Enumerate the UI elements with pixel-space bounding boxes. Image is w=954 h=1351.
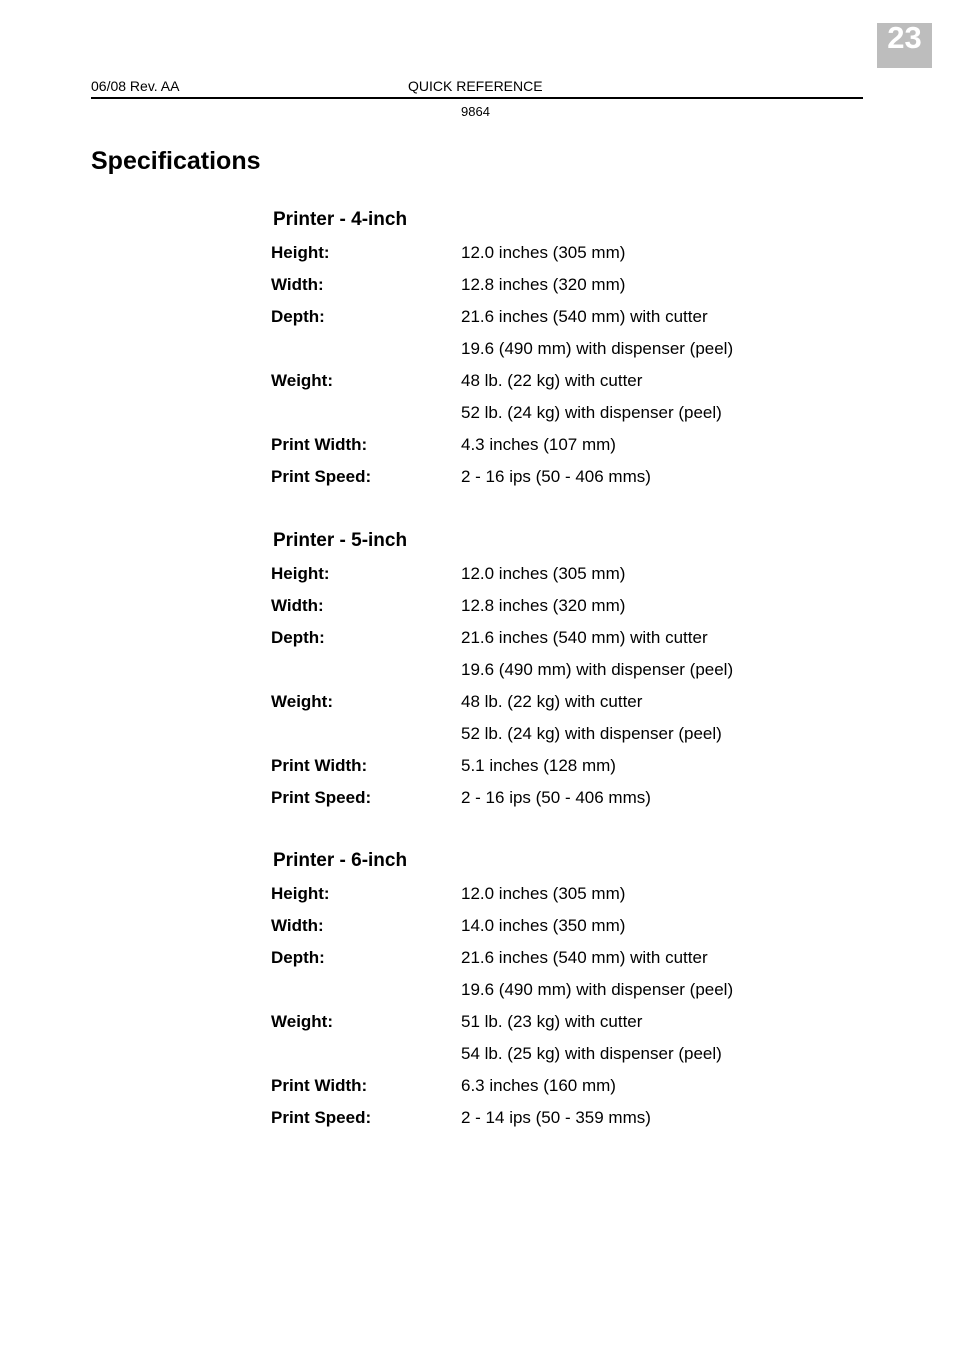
spec-row <box>271 916 831 948</box>
spec-value: 52 lb. (24 kg) with dispenser (peel) <box>461 724 722 743</box>
spec-label: Width: <box>271 916 324 935</box>
spec-value: 21.6 inches (540 mm) with cutter <box>461 628 708 647</box>
spec-value: 4.3 inches (107 mm) <box>461 435 616 454</box>
spec-value: 52 lb. (24 kg) with dispenser (peel) <box>461 403 722 422</box>
spec-label: Print Width: <box>271 1076 368 1095</box>
spec-row <box>271 243 831 275</box>
spec-label <box>271 724 461 756</box>
spec-label: Print Width: <box>271 435 368 454</box>
spec-row <box>271 756 831 788</box>
spec-value: 48 lb. (22 kg) with cutter <box>461 371 643 390</box>
spec-row <box>271 660 831 692</box>
spec-section-6-inch <box>271 850 831 1141</box>
section-heading: Printer - 6-inch <box>273 850 408 871</box>
spec-value: 2 - 14 ips (50 - 359 mms) <box>461 1108 651 1127</box>
spec-label: Weight: <box>271 692 334 711</box>
spec-value: 14.0 inches (350 mm) <box>461 916 626 935</box>
spec-label: Print Speed: <box>271 1108 372 1127</box>
spec-row <box>271 1076 831 1108</box>
spec-label <box>271 660 461 692</box>
spec-label: Depth: <box>271 948 325 967</box>
spec-row <box>271 371 831 403</box>
spec-value: 5.1 inches (128 mm) <box>461 756 616 775</box>
spec-value: 51 lb. (23 kg) with cutter <box>461 1012 643 1031</box>
spec-section-4-inch <box>271 209 831 500</box>
spec-value: 12.8 inches (320 mm) <box>461 596 626 615</box>
spec-label: Weight: <box>271 1012 334 1031</box>
spec-value: 19.6 (490 mm) with dispenser (peel) <box>461 660 734 679</box>
spec-value: 54 lb. (25 kg) with dispenser (peel) <box>461 1044 722 1063</box>
header-rule <box>91 97 863 99</box>
spec-label <box>271 980 461 1012</box>
spec-row <box>271 1044 831 1076</box>
spec-label <box>271 339 461 371</box>
spec-row <box>271 275 831 307</box>
spec-label: Height: <box>271 884 330 903</box>
spec-row <box>271 403 831 435</box>
spec-value: 2 - 16 ips (50 - 406 mms) <box>461 788 651 807</box>
spec-value: 19.6 (490 mm) with dispenser (peel) <box>461 980 734 999</box>
spec-label: Print Width: <box>271 756 368 775</box>
spec-label: Width: <box>271 596 324 615</box>
spec-label: Print Speed: <box>271 788 372 807</box>
header-revision: 06/08 Rev. AA <box>91 78 180 94</box>
spec-row <box>271 692 831 724</box>
spec-value: 6.3 inches (160 mm) <box>461 1076 616 1095</box>
spec-label <box>271 403 461 435</box>
spec-row <box>271 948 831 980</box>
spec-label: Depth: <box>271 307 325 326</box>
spec-row <box>271 564 831 596</box>
spec-value: 21.6 inches (540 mm) with cutter <box>461 948 708 967</box>
spec-row <box>271 628 831 660</box>
header-model: 9864 <box>461 104 490 119</box>
spec-value: 2 - 16 ips (50 - 406 mms) <box>461 467 651 486</box>
section-heading: Printer - 5-inch <box>273 530 408 551</box>
spec-row <box>271 467 831 500</box>
spec-label <box>271 1044 461 1076</box>
spec-row <box>271 980 831 1012</box>
spec-value: 12.0 inches (305 mm) <box>461 243 626 262</box>
spec-value: 12.0 inches (305 mm) <box>461 564 626 583</box>
page-title: Specifications <box>91 147 261 175</box>
page-number-badge: 23 <box>877 23 932 68</box>
spec-section-5-inch <box>271 530 831 821</box>
spec-label: Height: <box>271 564 330 583</box>
spec-label: Height: <box>271 243 330 262</box>
spec-row <box>271 596 831 628</box>
spec-row <box>271 884 831 916</box>
spec-row <box>271 339 831 371</box>
spec-value: 48 lb. (22 kg) with cutter <box>461 692 643 711</box>
spec-row <box>271 724 831 756</box>
spec-label: Width: <box>271 275 324 294</box>
spec-row <box>271 1012 831 1044</box>
spec-row <box>271 435 831 467</box>
spec-label: Print Speed: <box>271 467 372 486</box>
spec-value: 12.8 inches (320 mm) <box>461 275 626 294</box>
spec-value: 19.6 (490 mm) with dispenser (peel) <box>461 339 734 358</box>
spec-row <box>271 788 831 821</box>
header-doc-title: QUICK REFERENCE <box>408 78 543 94</box>
section-heading: Printer - 4-inch <box>273 209 408 230</box>
spec-row <box>271 307 831 339</box>
spec-value: 12.0 inches (305 mm) <box>461 884 626 903</box>
spec-row <box>271 1108 831 1141</box>
spec-label: Weight: <box>271 371 334 390</box>
spec-label: Depth: <box>271 628 325 647</box>
spec-value: 21.6 inches (540 mm) with cutter <box>461 307 708 326</box>
